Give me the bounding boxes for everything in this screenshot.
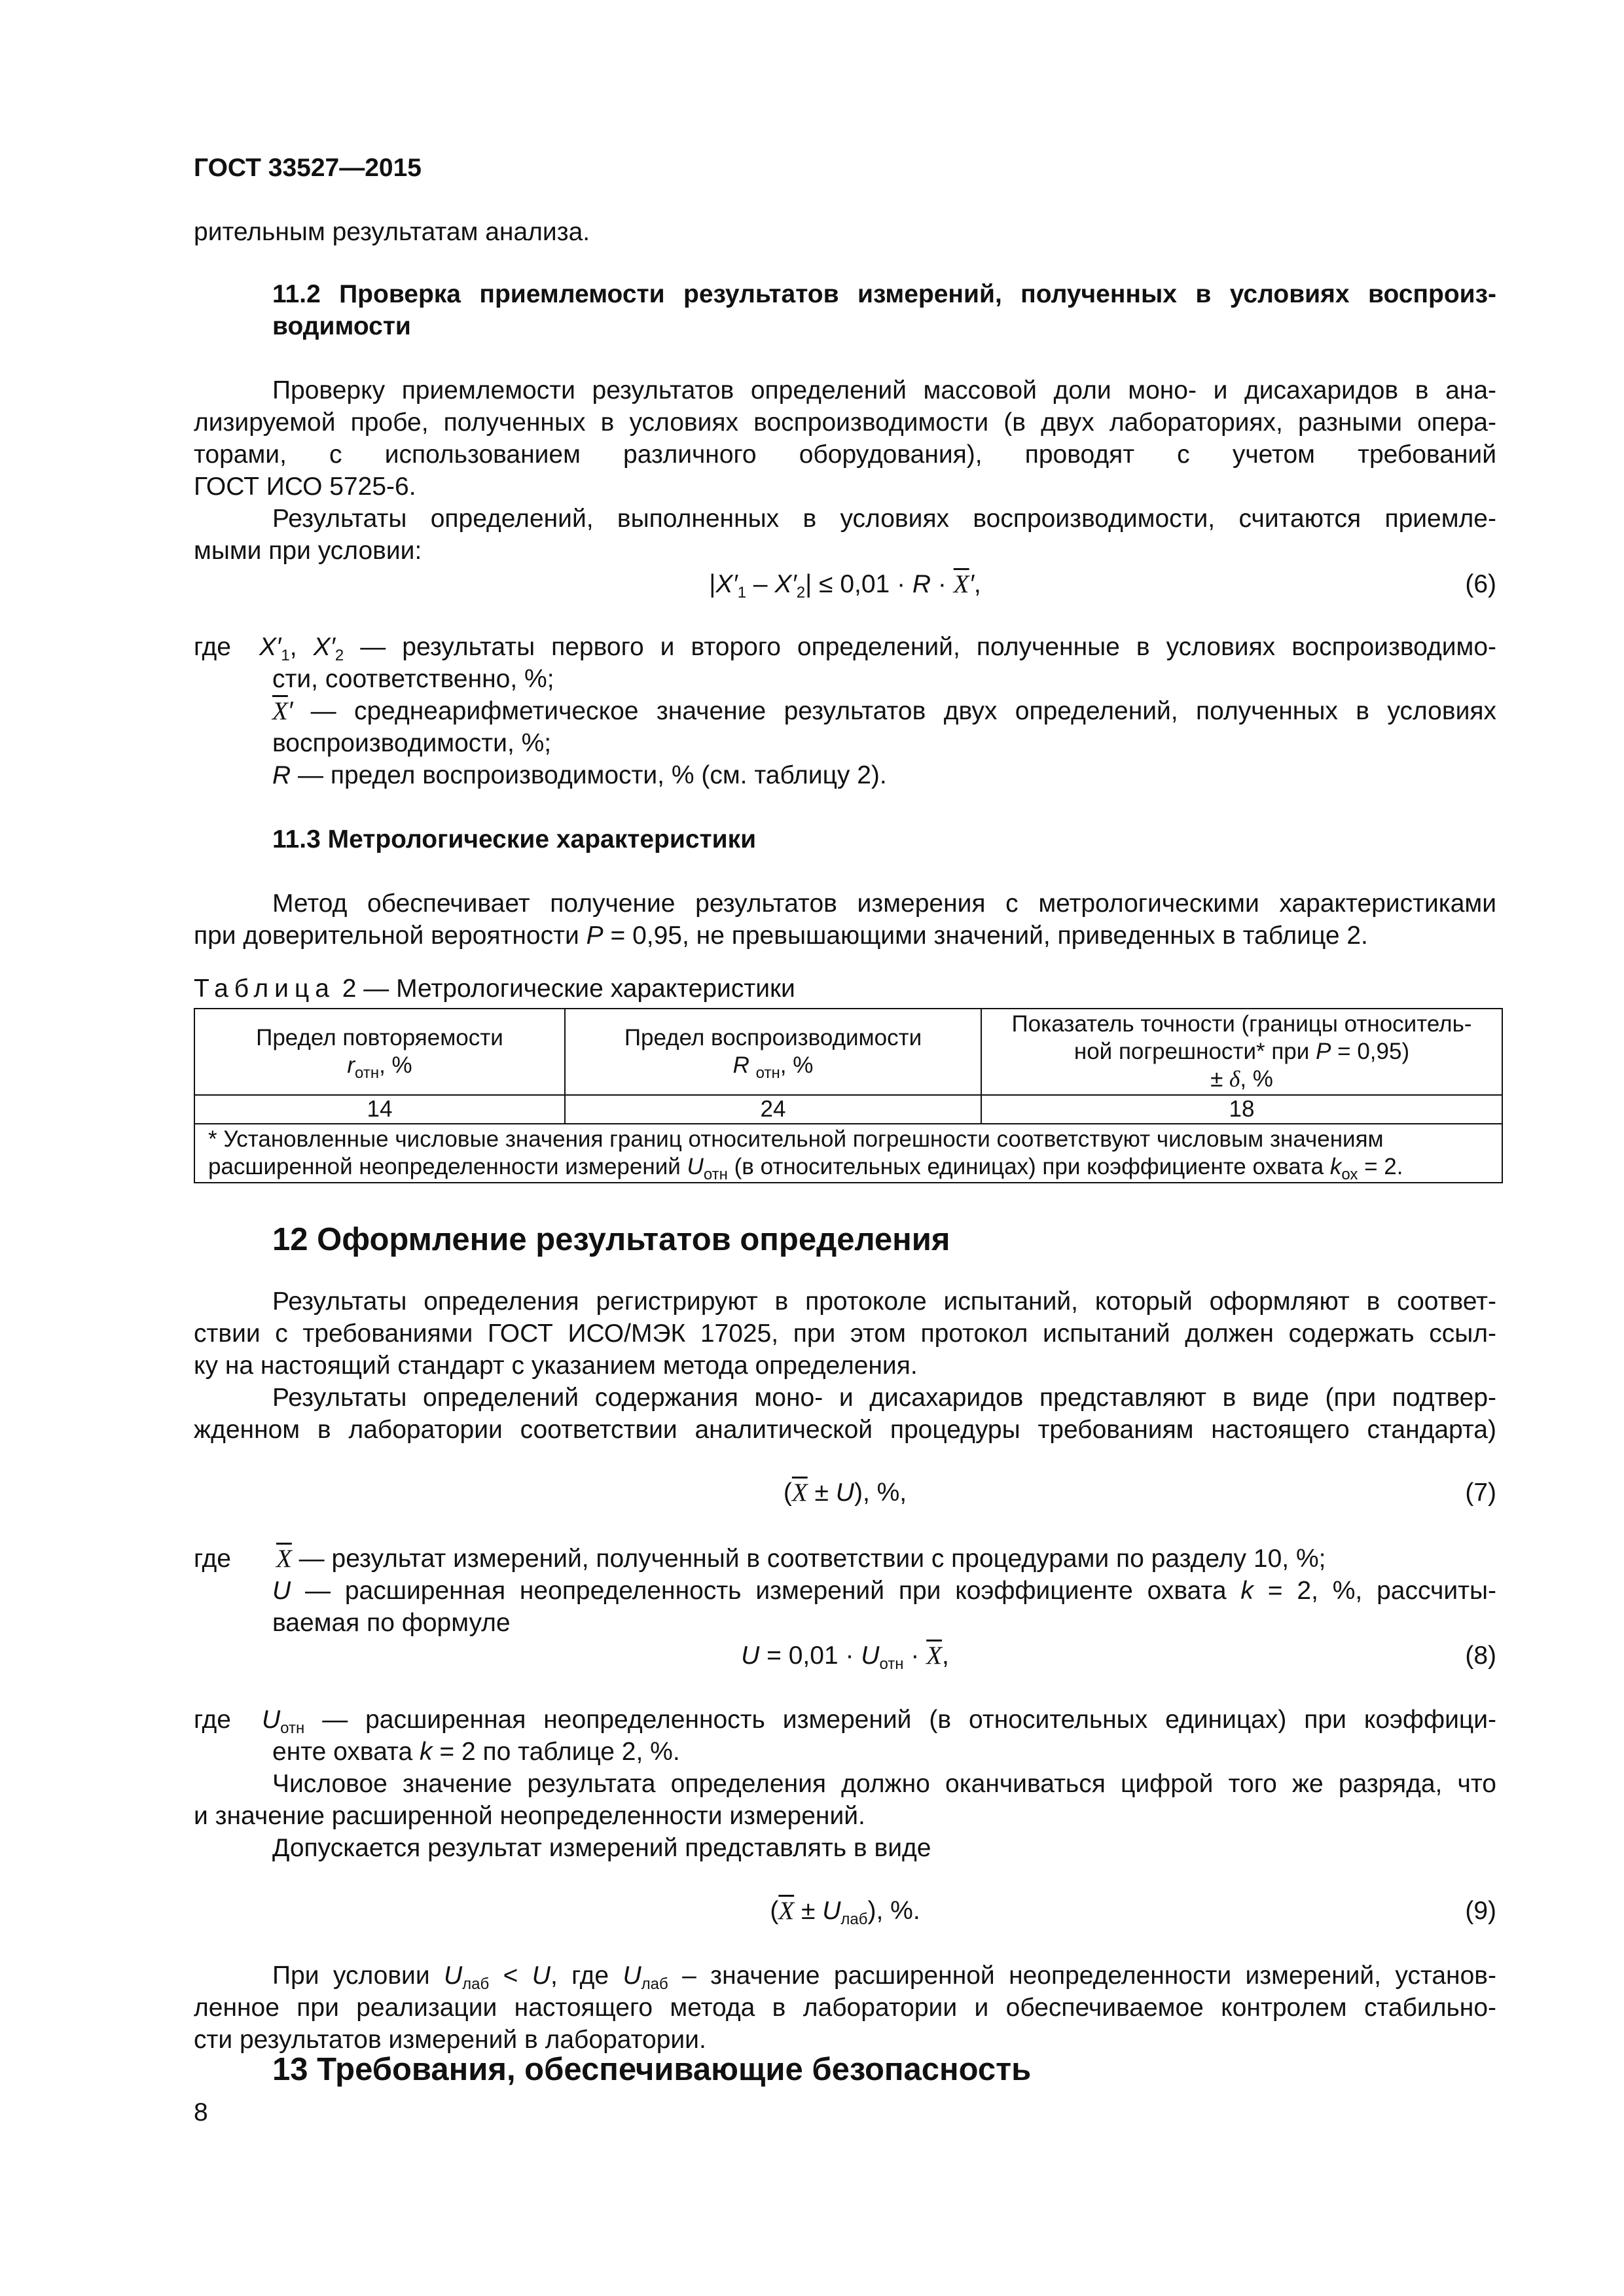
paragraph-line: При условии $U_{лаб} < U$, где $U_{лаб}$ – значение расширенной неопределенности измерений, установ-: [272, 1962, 1496, 1993]
definition-xbar: $\overline{X}'$ — среднеарифметическое значение результатов двух определений, полученных в условиях: [272, 697, 1496, 725]
paragraph-line: Числовое значение результата определения должно оканчиваться цифрой того же разряда, что: [272, 1770, 1496, 1798]
equation-number: (9): [1465, 1897, 1496, 1925]
definition-line: сти, соответственно, %;: [272, 665, 554, 693]
definition-u-otn: $U_{отн}$ — расширенная неопределенность измерений (в относительных единицах) при коэффици-: [262, 1706, 1496, 1737]
header-accuracy: Показатель точности (границы относитель- ной погрешности* при P = 0,95) ± δ, %: [981, 1009, 1502, 1095]
paragraph-line: торами, с использованием различного оборудования), проводят с учетом требований: [194, 440, 1496, 469]
definition-line: енте охвата k = 2 по таблице 2, %.: [272, 1738, 680, 1766]
definition-r: R — предел воспроизводимости, % (см. таблицу 2).: [272, 761, 887, 789]
equation-7: $(\overline{X} \pm U)$, %, (7): [194, 1477, 1496, 1509]
table-caption: Таблица 2 — Метрологические характеристики: [194, 975, 795, 1003]
paragraph-line: жденном в лаборатории соответствии аналитической процедуры требованиям настоящего стандарта): [194, 1416, 1496, 1444]
section-11-2-heading-cont: водимости: [272, 312, 411, 340]
table-header-row: [194, 1009, 1502, 1095]
paragraph-line: при доверительной вероятности P = 0,95, не превышающими значений, приведенных в таблице 2.: [194, 922, 1368, 950]
metrology-table: [194, 1008, 1503, 1183]
section-11-3-heading: 11.3 Метрологические характеристики: [272, 825, 757, 853]
paragraph-line: мыми при условии:: [194, 537, 422, 565]
paragraph-line: Результаты определений содержания моно- и дисахаридов представляют в виде (при подтвер-: [272, 1384, 1496, 1412]
equation-6: $|X'_1 - X'_2| \le 0,01 \cdot R \cdot \overline{X}'$, (6): [194, 568, 1496, 600]
table-note-row: [194, 1124, 1502, 1183]
equation-number: (7): [1465, 1479, 1496, 1507]
paragraph-line: и значение расширенной неопределенности измерений.: [194, 1802, 865, 1830]
paragraph-line: лизируемой пробе, полученных в условиях воспроизводимости (в двух лабораториях, разными опера-: [194, 408, 1496, 437]
document-code: ГОСТ 33527—2015: [194, 154, 422, 182]
definition-line: воспроизводимости, %;: [272, 729, 552, 757]
equation-9: $(\overline{X} \pm U_{лаб})$, %. (9): [194, 1895, 1496, 1927]
table-row: [194, 1095, 1502, 1124]
header-reproducibility: Предел воспроизводимости R $_{отн}$, %: [565, 1009, 981, 1095]
section-13-heading: 13 Требования, обеспечивающие безопасность: [272, 2052, 1032, 2087]
cell-reproducibility: 24: [565, 1095, 981, 1124]
paragraph-line: сти результатов измерений в лаборатории.: [194, 2026, 706, 2054]
table-footnote: * Установленные числовые значения границ относительной погрешности соответствуют числовым значениям расширенной неопределенности измерений $U_{отн}$ (в относительных единицах) при коэффициенте охвата $k_{ох} = 2$.: [194, 1124, 1502, 1183]
paragraph-line: Результаты определений, выполненных в условиях воспроизводимости, считаются приемле-: [272, 505, 1496, 533]
cell-accuracy: 18: [981, 1095, 1502, 1124]
where-label: где: [194, 633, 231, 661]
paragraph-line: ку на настоящий стандарт с указанием метода определения.: [194, 1352, 918, 1380]
paragraph-line: ленное при реализации настоящего метода в лаборатории и обеспечиваемое контролем стабильно-: [194, 1994, 1496, 2022]
definition-u: U — расширенная неопределенность измерений при коэффициенте охвата k = 2, %, рассчиты-: [272, 1577, 1497, 1605]
paragraph-line: Проверку приемлемости результатов определений массовой доли моно- и дисахаридов в ана-: [272, 376, 1496, 404]
section-12-heading: 12 Оформление результатов определения: [272, 1222, 950, 1257]
definition-xbar: $\overline{X}$ — результат измерений, полученный в соответствии с процедурами по разделу 10, %;: [276, 1545, 1326, 1573]
paragraph-line: Результаты определения регистрируют в протоколе испытаний, который оформляют в соответ-: [272, 1287, 1496, 1316]
definition-line: ваемая по формуле: [272, 1609, 511, 1637]
where-label: где: [194, 1545, 231, 1573]
equation-8: $U = 0,01 \cdot U_{отн} \cdot \overline{X}$, (8): [194, 1640, 1496, 1672]
paragraph-line: Допускается результат измерений представлять в виде: [272, 1834, 931, 1862]
equation-number: (8): [1465, 1641, 1496, 1670]
header-repeatability: Предел повторяемости $r_{отн}$, %: [194, 1009, 565, 1095]
paragraph-line: Метод обеспечивает получение результатов измерения с метрологическими характеристиками: [272, 889, 1496, 918]
paragraph-line: ГОСТ ИСО 5725-6.: [194, 473, 416, 501]
equation-number: (6): [1465, 570, 1496, 598]
definition-x1-x2: $X'_1$, $X'_2$ — результаты первого и второго определений, полученные в условиях воспроизводимо-: [259, 633, 1496, 664]
cell-repeatability: 14: [194, 1095, 565, 1124]
section-11-2-heading: 11.2 Проверка приемлемости результатов измерений, полученных в условиях воспроиз-: [272, 280, 1496, 308]
page-number: 8: [194, 2098, 208, 2126]
where-label: где: [194, 1706, 231, 1734]
intro-tail: рительным результатам анализа.: [194, 218, 590, 246]
paragraph-line: ствии с требованиями ГОСТ ИСО/МЭК 17025, при этом протокол испытаний должен содержать ссыл-: [194, 1319, 1496, 1348]
